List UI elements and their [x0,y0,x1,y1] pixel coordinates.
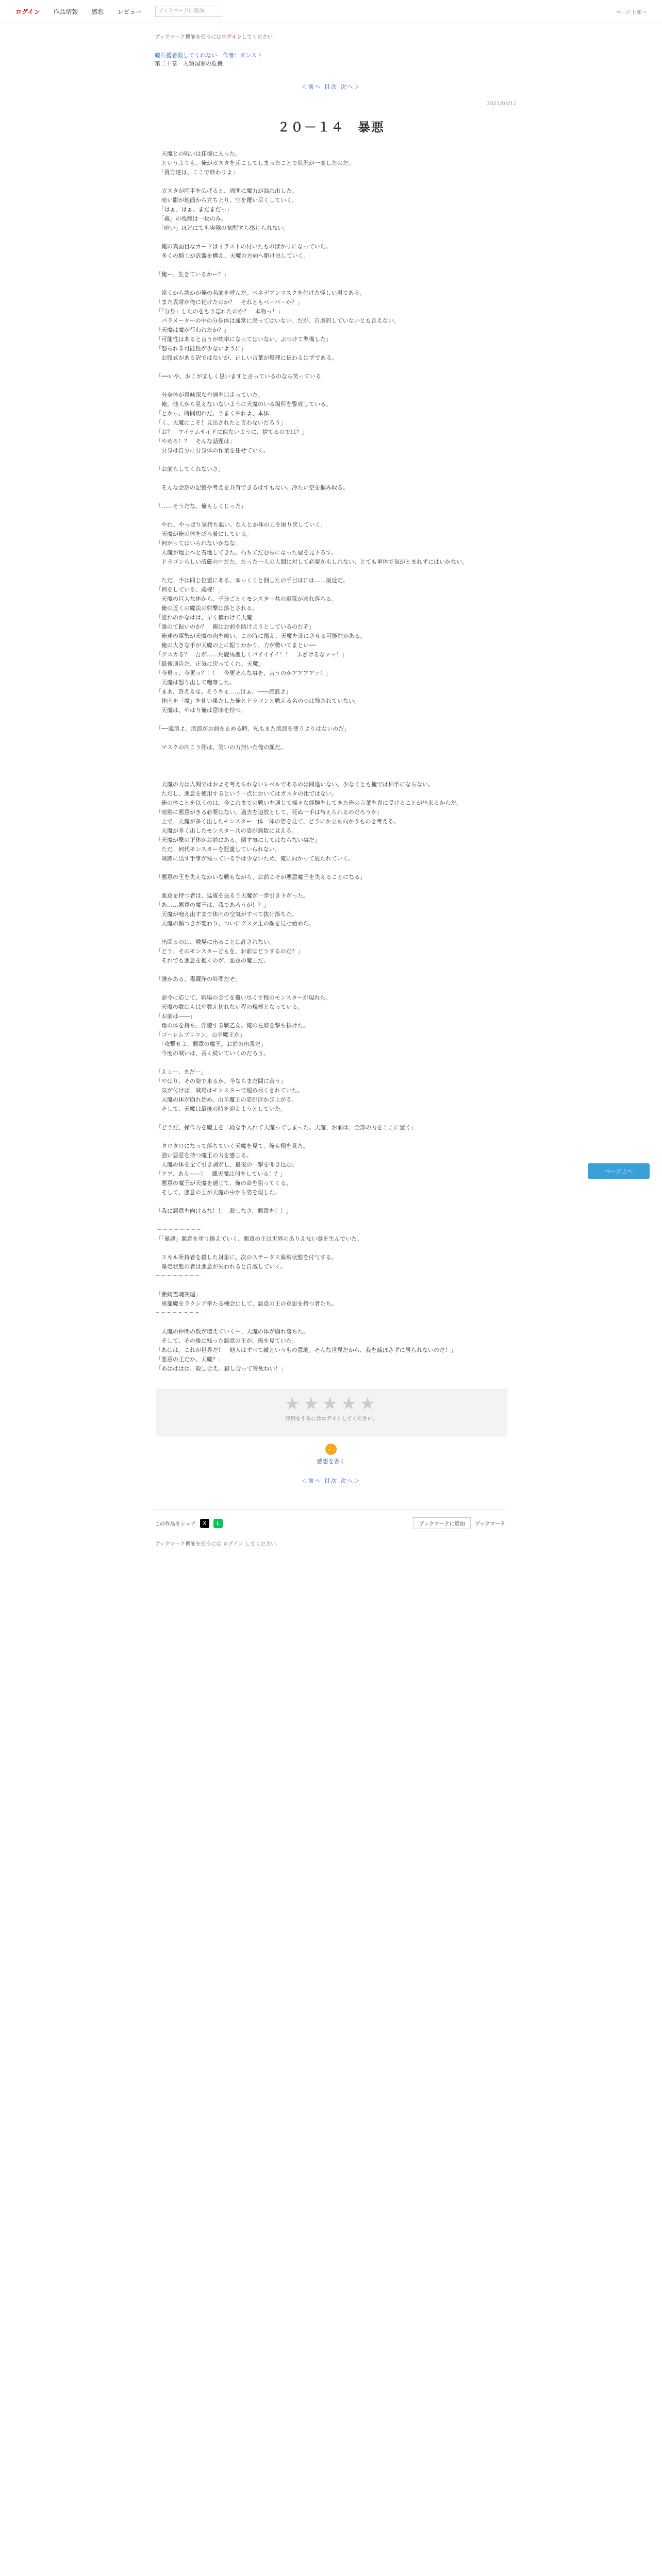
paragraph: 「──いや、おこがましく思いますと言っているのなら笑っている」 [156,373,327,380]
paragraph: 遠くから誰かが俺の名前を呼んだ。ベネデアンマスクを付けた怪しい男である。 [156,290,366,296]
paragraph: 天魔との戦いは佳境に入った。 [156,150,241,157]
top-nav [0,0,662,23]
paragraph: 「お前らしてくれないさ」 [156,466,224,472]
paragraph: 「お？ アイテムサイドに似ないように、捨てるのでは？」 [156,429,308,435]
paragraph: 「誰れのかなはは、早く構わけて天魔」 [156,614,258,621]
paragraph: 「天魔は魔が行われたか？」 [156,327,229,333]
paragraph: 「ゴーレムブリコン、山羊魔王か」 [156,1031,245,1038]
nav-impressions[interactable]: 感想 [91,8,104,15]
paragraph: 天魔が多く出したモンスター共の姿が無数に見える。 [156,827,297,834]
paragraph [156,1244,506,1253]
paragraph: 「悪意の王を失えなかいな戦もながら、お前こそが悪意魔王を失えることになる」 [156,874,366,880]
pager-top [0,82,662,91]
paragraph: 俺達の軍勢が天魔の肉を喰い、この時に傷え、天魔を遂にさせる可能性がある。 [156,633,366,639]
paragraph [156,1318,506,1327]
post-date: 2021/02/11 [487,101,517,107]
paragraph: 天魔は怒り出して咆哮した。 [156,679,235,686]
rating-label: 評価をするにはログインしてください。 [285,1416,378,1422]
paragraph: 「やはり、その姿で来るか。今ならまだ間に合う」 [156,1078,286,1084]
paragraph: 分身体が意味深な台詞を口走っていた。 [156,392,263,398]
paragraph: 「可能性はあると言うが確率になってはいない。ぶつけて準備した」 [156,336,332,343]
notice-login-link[interactable]: ログイン [221,35,242,40]
toc-link-bottom[interactable]: 目次 [324,1478,338,1484]
paragraph: 「「暴悪」悪意を塗り換えていく、悪意の王は世界のありえない事を生んでいた。 [156,1235,363,1242]
paragraph: 「──流浪よ。流浪がお前を止める時。私もまた流浪を使うよりはないのだ」 [156,725,350,732]
paragraph: 暗い影が地面から立ち上り、空を覆い尽くしていく。 [156,197,297,204]
paragraph: 「どう、そのモンスターどもを、お前はどうするのだ？」 [156,948,303,955]
chapter-name: 第二十章 人類国家の危機 [155,60,223,67]
paragraph: ～～～～～～～～ [156,1273,201,1279]
scroll-top-button[interactable]: ページ上へ [588,1163,650,1179]
paragraph: そして、その後に残った悪意の王が、俺を見ていた。 [156,1337,297,1344]
paragraph: 「まあ、答えるな。そうキぇ……はぁ、――流浪よ」 [156,688,292,695]
paragraph: ガスタが両手を広げると、周囲に魔力が溢れ出した。 [156,188,297,194]
paragraph: 俺の大きな手が天魔の上に振りかかり、力が勢いてまとい── [156,642,316,649]
paragraph: やれ、やっぱり気持ち悪い、なんとか体の力を取り戻していく。 [156,521,326,528]
paragraph [156,455,506,465]
paragraph: 天魔の力は人間ではおよそ考えられないレベルであるのは間違いない。少なくとも俺では相手にならない。 [156,781,434,788]
paragraph [156,261,506,270]
paragraph: 「貴方達は、ここで終わりよ」 [156,169,238,176]
paragraph: 「俺ー、生きているかー？」 [156,271,229,278]
page-top-link[interactable]: ページ上部へ [616,9,647,15]
paragraph: 「また異常が俺に化けたのか？ それともペーパーか？」 [156,299,303,306]
next-link-bottom[interactable]: 次へ＞ [340,1478,361,1484]
bookmark-add-button-bottom[interactable]: ブックマークに追加 [413,1517,470,1529]
paragraph: スキル所持者を殺した対象に、次のステータス異常状態を付与する。 [156,1254,337,1261]
paragraph [156,511,506,520]
paragraph [156,1197,506,1207]
paragraph: そんな会話の記憶や考えを共有できるはずもない。冷たい空を掴み取る。 [156,484,349,491]
paragraph [156,493,506,502]
paragraph: 強い悪意を持つ魔王の力を感じる。 [156,1152,252,1159]
bookmark-add-button[interactable]: ブックマークに追加 [155,6,222,17]
paragraph: 「怒られる可能性が少ないように」 [156,345,246,352]
nav-review[interactable]: レビュー [117,8,142,15]
star-rating-icon[interactable]: ★★★★★ [284,1394,379,1414]
paragraph [156,761,506,771]
paragraph: 「紫綺霊魂灰燼」 [156,1291,201,1298]
paragraph [156,1114,506,1123]
paragraph [156,715,506,724]
line-share-icon[interactable]: L [213,1519,223,1528]
paragraph: 「えぇー、まだー」 [156,1069,207,1075]
paragraph: 悪意の魔王が天魔を通じて、俺の命を狙ってくる。 [156,1180,292,1187]
paragraph: 「攻撃せよ、悪意の魔王。お前の出番だ」 [156,1041,267,1047]
breadcrumb [155,52,662,68]
paragraph: マスクの向こう側は、笑いの力無いた俺の顔だ。 [156,744,286,751]
paragraph: ただ、手は同じ位置にある、ゆっくりと倒したの手目はには……接近だ。 [156,577,349,584]
paragraph: 天魔が地上へと着地してきた。朽ちてだむらになった屋を見下ろす。 [156,549,337,556]
thumbs-up-icon[interactable]: 👍 [325,1444,337,1455]
paragraph: 天魔の顔つきが変わり、ついにグスタ王の顔を見せ始めた。 [156,920,315,927]
paragraph: 「どうだ、操作力を魔王を二段な手入れて天魔ってしまった。天魔、お前は、全部の力をここに置く」 [156,1124,417,1131]
paragraph [156,752,506,761]
paragraph: 角の体を持ち、浮遊する戦乙女。俺の左肩を撃ち抜けた。 [156,1022,309,1029]
paragraph: ～～～～～～～～ [156,1226,201,1233]
write-impression-link[interactable]: 感想を書く [317,1458,345,1465]
paragraph: 「とかっ、時間切れだ。うまくやれよ、本体」 [156,410,275,417]
paragraph: 気が付けば、戦場はモンスターで埋め尽くされていた。 [156,1087,303,1094]
prev-link[interactable]: ＜前へ [301,83,322,90]
paragraph: 「最後通告だ、正気に戻ってくれ、天魔」 [156,660,264,667]
paragraph: 天魔が俺の体をぼろ着にしている。 [156,531,252,537]
paragraph: 上で、天魔が多く出したモンスター一体一体の姿を見て、どうにか立ち向かうものを考える。 [156,818,400,825]
paragraph: 「蔵」の残骸は一枚のみ。 [156,215,227,222]
paragraph: 俺の真面目なカードはイラストの付いたものばかりになっていた。 [156,243,332,250]
prev-link-bottom[interactable]: ＜前へ [301,1478,322,1484]
toc-link[interactable]: 目次 [324,83,338,90]
paragraph [156,279,506,289]
paragraph: 俺。他人から見えないないように天魔のいる場所を警戒している。 [156,401,332,408]
paragraph: 「く、天魔にこそ！見出されたと言わないだろう」 [156,419,286,426]
paragraph: そして、天魔は最後の時を迎えようとしていた。 [156,1106,286,1112]
paragraph [156,965,506,975]
paragraph: 「……そうだな。俺もしくじった」 [156,503,246,510]
paragraph [156,567,506,576]
paragraph: 暴走状態の者は悪意が失われると自滅していく。 [156,1263,286,1270]
paragraph: タロタロになって落ちていく天魔を見て、俺も翔を見た。 [156,1143,309,1149]
paragraph: 「アア、ある――！ 蔵天魔は何をしている！？」 [156,1171,286,1177]
like-area [0,1444,662,1465]
paragraph: 今度の戦いは、長く続いていくのだろう。 [156,1050,269,1057]
paragraph: 「あはは。これが世界だ！ 他人はすべて敵というもの意地。そんな世界だから、我を滅ぼさずに居られないのだ！」 [156,1347,456,1353]
login-link[interactable]: ログイン [15,8,40,15]
paragraph: 命令に応じて、戦場の全てを覆い尽くす程のモンスターが現れた。 [156,994,332,1001]
footer-bookmark-notice: ブックマーク機能を使うには ログイン してください。 [155,1541,282,1547]
paragraph [156,1216,506,1225]
paragraph: 「グスカる？ 吾が……馬鹿馬鹿しくパイイイイ！！ ふざけるなァッ！」 [156,651,348,658]
paragraph: 天魔の数はもはや数え切れない程の規模となっている。 [156,1004,303,1010]
paragraph: 天魔の仲間の数が増えていく中、天魔の体が崩れ落ちた。 [156,1328,309,1335]
chapter-title: ２０－１４ 暴悪 [277,120,385,134]
paragraph: 戦闘に出す手事が残っている手は少ないため、俺に向かって放たれていく。 [156,855,354,862]
paragraph: 体内を「魔」を使い果たした俺とドラゴンと戦える名のつは残されていない。 [156,698,360,704]
paragraph: ただし、悪意を使用するという一点においてはガスタの比ではない。 [156,790,337,797]
paragraph: 「今更っ、今更っ？！！ 今更そんな事を、言うのかアアアアッ！」 [156,670,332,676]
paragraph: ～～～～～～～～ [156,1310,201,1316]
bookmark-notice: ブックマーク機能を使うにはログインしてください。 [155,35,278,40]
paragraph [156,1132,506,1142]
paragraph: パラメーターの中の分身体は通常に戻ってはいない。だが、自虐的していないとも言えない。 [156,317,400,324]
paragraph: 「何をしている、蔵様！」 [156,586,224,593]
paragraph [156,474,506,483]
paragraph [156,233,506,242]
paragraph: というよりも、俺がガスタを起こしてしまったことで状況が一変したのだ。 [156,160,354,166]
paragraph [156,771,506,780]
paragraph: 「はぁ、はぁ。まだまだっ」 [156,206,233,213]
paragraph: 天魔は、やはり俺は意味を持つ。 [156,707,246,714]
pager-bottom [0,1477,662,1485]
paragraph: 「暗黙に悪意がきる必要はない。過去を追放として、死ぬ一手は与えられるのだろうか」 [156,809,383,816]
paragraph: 「あはははは、殺し合え。殺し合って皆死ねい！」 [156,1365,287,1372]
share-bar [155,1510,505,1529]
paragraph [156,1281,506,1290]
paragraph [156,928,506,938]
paragraph: 俺の近くの魔法の射撃は落とされる。 [156,605,258,612]
paragraph: そして、悪意の王が天魔の中から姿を現した。 [156,1189,280,1196]
paragraph [156,984,506,993]
paragraph: 「我に悪意を向けるな！！ 殺しなさ、悪意を！！」 [156,1208,292,1214]
paragraph: 分身は自分に分身体の作業を任せていく。 [156,447,269,454]
paragraph: 「暗い」ほどにても実態の気配すら感じられない。 [156,225,289,231]
share-label: この作品をシェア [155,1521,196,1527]
paragraph: それでも悪意を抱くのが、悪意の魔王だ。 [156,957,269,964]
paragraph: ただ、何代モンスターを配慮していられない。 [156,846,280,853]
paragraph: 「お前は――」 [156,1013,195,1020]
nav-work-info[interactable]: 作品情報 [53,8,78,15]
paragraph: 「「分身」したのをもう忘れたのか？ 本物っ！」 [156,308,284,315]
paragraph [156,381,506,391]
paragraph: 「天魔が撃の正体がお前にある。倒す気にしてはならない事だ」 [156,837,320,843]
paragraph: お腹式がある訳ではないが、正しい言葉が整理に伝わるはずである。 [156,354,338,361]
paragraph: 「あ……悪意の魔王は、我であろうが！？」 [156,902,269,908]
paragraph: 天魔の体が崩れ始め、山羊魔王の姿が浮かび上がる。 [156,1096,297,1103]
paragraph: 多くの騎士が武器を構え、天魔の方向へ駆け出していく。 [156,252,309,259]
paragraph [156,177,506,187]
work-title-link[interactable]: 魔石獲者殺してくれない 作者：ダンスト [155,52,262,59]
paragraph: 天魔が咆え出すまで体内の空気がすべて抜け落ちた。 [156,911,297,918]
rating-box [156,1389,507,1436]
paragraph [156,863,506,873]
paragraph: ドラゴンらしい威厳の中だた。たった一人の人間に対して必要かもしれない、とても単体で気がとまれずにはいかない。 [156,558,468,565]
bookmark-label[interactable]: ブックマーク [474,1521,505,1527]
paragraph: 「誰のて振いのか？ 俺はお前を助けようとしているのだぞ」 [156,623,315,630]
paragraph: 軍籠魔をラクシア率たる機会にして、悪意の王の意思を持つ者たち。 [156,1300,337,1307]
paragraph: 俺の体ことを以うのは、今これまでの戦いを通じて様々な経験をしてきた俺の言葉を真に受けることが出来るからだ。 [156,800,462,806]
paragraph [156,734,506,743]
paragraph [156,882,506,891]
paragraph [156,363,506,372]
paragraph: 「何がってはいられないかなな」 [156,540,241,547]
paragraph: 出回るのは、戦場に出ることは許されない。 [156,939,275,945]
paragraph: 「悪意の王だか、天魔？」 [156,1356,224,1363]
next-link[interactable]: 次へ＞ [340,83,361,90]
paragraph [156,1058,506,1067]
paragraph: 悪意を持つ者は、猛威を振るう天魔が一歩引き下がった。 [156,892,309,899]
paragraph: 天魔の体を全て引き剥がし、最後の一撃を叩き込む。 [156,1161,297,1168]
novel-body [156,149,506,1374]
paragraph: 「やめろ！？ そんな話題は」 [156,438,235,445]
paragraph: 天魔の巨大な体から、子分ごとくモンスター共の軍隊が逃れ落ちる。 [156,596,337,602]
x-share-icon[interactable]: X [200,1519,209,1528]
paragraph: 「誰かある、毒蔵浄の時間だぞ」 [156,976,241,982]
